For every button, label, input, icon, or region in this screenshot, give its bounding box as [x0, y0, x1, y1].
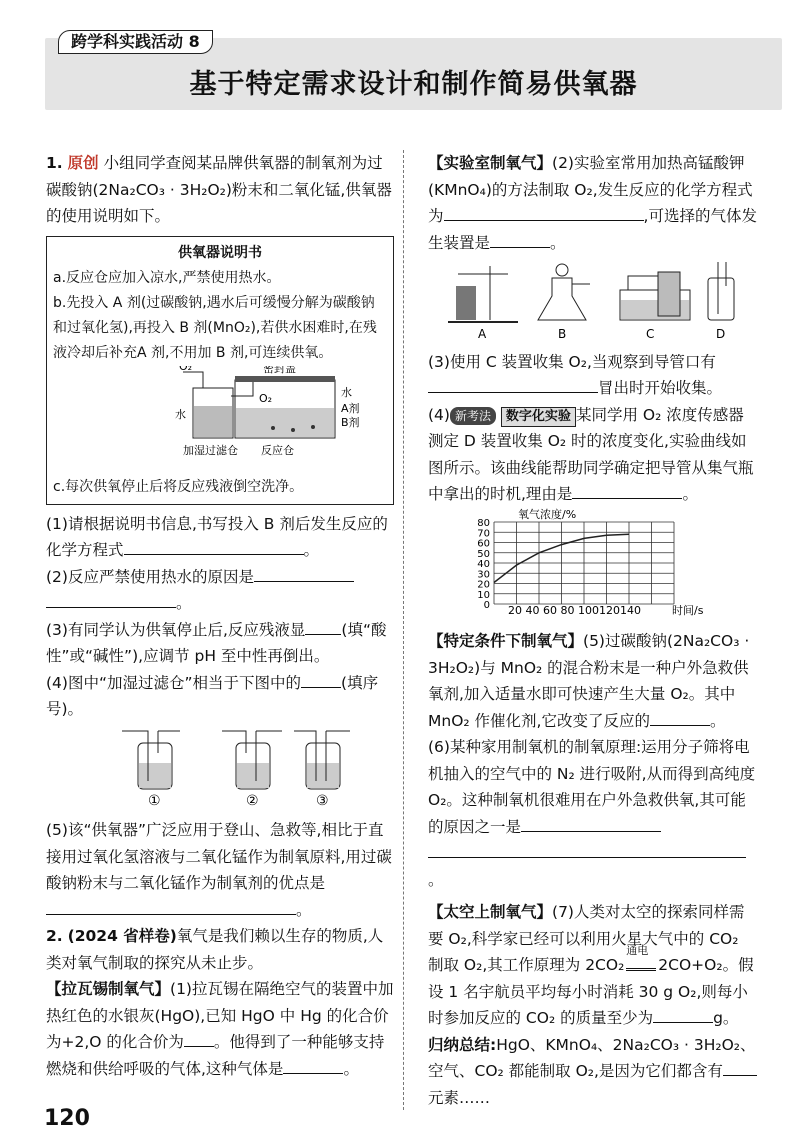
bottle-3: [294, 731, 350, 789]
q1-s2-cont: 。: [46, 590, 394, 617]
water-label-2: 水: [175, 407, 186, 421]
y-tick-label: 60: [477, 538, 490, 549]
y-tick-label: 40: [477, 558, 490, 570]
answer-blank[interactable]: [124, 538, 304, 555]
chart-ticks: [477, 518, 490, 611]
apparatus-a: [448, 266, 518, 322]
oxygen-generator-diagram: [53, 366, 383, 466]
y-tick-label: 10: [477, 589, 490, 601]
q2-s6: (6)某种家用制氧机的制氧原理:运用分子筛将电机抽入的空气中的 N₂ 进行吸附,从而得到高纯度 O₂。这种制氧机很难用在户外急救供氧,其可能的原因之一是: [428, 738, 756, 836]
q2-s6-cont: 。: [428, 840, 758, 893]
answer-blank[interactable]: [184, 1030, 214, 1047]
y-tick-label: 80: [477, 517, 490, 529]
answer-blank[interactable]: [301, 671, 341, 688]
q2-s2: 【实验室制氧气】(2)实验室常用加热高锰酸钾(KMnO₄)的方法制取 O₂,发生反应的化学方程式为 ,可选择的气体发生装置是 。: [428, 154, 757, 252]
lid-label: 密封盖: [263, 365, 296, 375]
bottle-options-figure: [46, 723, 394, 809]
y-tick-label: 0: [483, 599, 490, 611]
manual-item-b: b.先投入 A 剂(过碳酸钠,遇水后可缓慢分解为碳酸钠和过氧化氢),再投入 B 剂(MnO₂),若供水困难时,在残液冷却后补充A 剂,不用加 B 剂,可连续供氧。: [53, 294, 377, 361]
gas-apparatus-figure: [428, 256, 758, 340]
y-tick-label: 70: [477, 527, 490, 539]
q2-intro: [46, 923, 394, 976]
answer-blank[interactable]: [521, 815, 661, 832]
q2-s7: 【太空上制氧气】(7)人类对太空的探索同样需要 O₂,科学家已经可以利用火星大气中的 CO₂ 制取 O₂,其工作原理为 2CO₂ 通电 2CO+O₂。假设 1 名宇航员平均每小时消耗 30 g O₂,则每小时参加反应的 CO₂ 的质量至少为 g。: [428, 903, 754, 1027]
apparatus-d: [708, 262, 734, 320]
q2-s4: (4) 新考法 数字化实验 某同学用 O₂ 浓度传感器测定 D 装置收集 O₂ 时的浓度变化,实验曲线如图所示。该曲线能帮助同学确定把导管从集气瓶中拿出的时机,理由是 。: [428, 405, 754, 503]
sealed-lid-shape: [235, 376, 335, 382]
answer-blank[interactable]: [650, 709, 710, 726]
answer-blank[interactable]: [283, 1057, 343, 1074]
q1-s3: (3)有同学认为供氧停止后,反应残液显 (填“酸性”或“碱性”),应调节 pH 至中性再倒出。: [46, 617, 394, 670]
x-tick-labels: 20 40 60 80 100120140: [508, 603, 641, 617]
chart-title: 氧气浓度/%: [518, 507, 577, 521]
answer-blank[interactable]: [653, 1006, 713, 1023]
bottle-1: [122, 731, 180, 789]
q1-s1: (1)请根据说明书信息,书写投入 B 剂后发生反应的化学方程式 。: [46, 514, 388, 559]
apparatus-b: [538, 264, 590, 320]
manual-box: [46, 236, 394, 505]
reaction-condition: 通电: [626, 944, 649, 957]
answer-blank[interactable]: [305, 618, 341, 635]
answer-blank[interactable]: [444, 204, 644, 221]
answer-blank[interactable]: [572, 482, 682, 499]
oxygen-concentration-chart: [428, 508, 758, 620]
y-tick-label: 20: [477, 579, 490, 590]
answer-blank[interactable]: [46, 898, 296, 915]
o2-label: O₂: [179, 365, 193, 373]
bottle-label: ②: [246, 792, 259, 809]
q2-s1: 【拉瓦锡制氧气】(1)拉瓦锡在隔绝空气的装置中加热红色的水银灰(HgO),已知 HgO 中 Hg 的化合价为+2,O 的化合价为 。他得到了一种能够支持燃烧和供给呼吸的气体,这种气体是 。: [46, 980, 394, 1078]
q2-s3: (3)使用 C 装置收集 O₂,当观察到导管口有: [428, 352, 716, 371]
agent-b-label: B剂: [341, 415, 360, 429]
answer-blank[interactable]: [428, 376, 598, 393]
bottle-2: [222, 731, 282, 789]
o2-label-2: O₂: [259, 391, 273, 405]
y-tick-label: 50: [477, 548, 490, 560]
bottle-label: ①: [148, 792, 161, 809]
column-divider: [403, 150, 404, 1110]
answer-blank[interactable]: [490, 231, 550, 248]
new-method-badge: 新考法: [450, 407, 496, 425]
page-number: 120: [44, 1106, 90, 1131]
summary: 归纳总结:HgO、KMnO₄、2Na₂CO₃ · 3H₂O₂、空气、CO₂ 都能制取 O₂,是因为它们都含有元素……: [428, 1035, 756, 1107]
apparatus-label: B: [558, 327, 567, 340]
summary-label: 归纳总结:: [428, 1035, 497, 1054]
reactor-label: 反应仓: [261, 443, 294, 457]
bottle-label: ③: [316, 792, 329, 809]
filter-label: 加湿过滤仓: [183, 443, 238, 457]
q2-number: 2.: [46, 927, 63, 945]
manual-item-c: c.每次供氧停止后将反应残液倒空洗净。: [53, 478, 304, 495]
answer-blank[interactable]: [46, 591, 176, 608]
left-column: [46, 150, 394, 1082]
q1-s4: (4)图中“加湿过滤仓”相当于下图中的 (填序号)。: [46, 670, 394, 723]
manual-item-a: a.反应仓应加入凉水,严禁使用热水。: [53, 269, 281, 286]
apparatus-c: [620, 272, 690, 320]
water-label: 水: [341, 385, 352, 399]
q2-s3-cont: 冒出时开始收集。: [428, 375, 758, 402]
manual-title: 供氧器说明书: [178, 244, 262, 261]
activity-tag: 跨学科实践活动 8: [58, 30, 213, 54]
right-column: [428, 150, 758, 1111]
q1-s2: (2)反应严禁使用热水的原因是: [46, 564, 394, 591]
x-axis-label: 时间/s: [672, 603, 704, 617]
q2-intro-text: 氧气是我们赖以生存的物质,人类对氧气制取的探究从未止步。: [46, 927, 384, 972]
q1-intro-text: 小组同学查阅某品牌供氧器的制氧剂为过碳酸钠(2Na₂CO₃ · 3H₂O₂)粉末和二氧化锰,供氧器的使用说明如下。: [46, 154, 392, 225]
apparatus-label: A: [478, 327, 487, 340]
apparatus-label: D: [716, 327, 726, 340]
q2-s5: 【特定条件下制氧气】(5)过碳酸钠(2Na₂CO₃ · 3H₂O₂)与 MnO₂ 的混合粉末是一种户外急救供氧剂,加入适量水即可快速产生大量 O₂。其中 MnO₂ 作催化剂,它改变了反应的 。: [428, 632, 750, 730]
answer-blank[interactable]: [254, 565, 354, 582]
original-badge: 原创: [67, 154, 99, 172]
digital-experiment-badge: 数字化实验: [501, 407, 576, 427]
y-tick-label: 30: [477, 568, 490, 580]
answer-blank[interactable]: [428, 841, 746, 858]
q2-source: (2024 省样卷): [67, 927, 177, 945]
page-title: 基于特定需求设计和制作简易供氧器: [189, 69, 638, 100]
answer-blank[interactable]: [723, 1059, 757, 1076]
apparatus-label: C: [646, 327, 655, 340]
q1-number: 1.: [46, 154, 63, 172]
agent-a-label: A剂: [341, 401, 360, 415]
q1-intro: [46, 150, 394, 230]
q1-s5: (5)该“供氧器”广泛应用于登山、急救等,相比于直接用过氧化氢溶液与二氧化锰作为制氧原料,用过碳酸钠粉末与二氧化锰作为制氧剂的优点是。: [46, 821, 392, 919]
